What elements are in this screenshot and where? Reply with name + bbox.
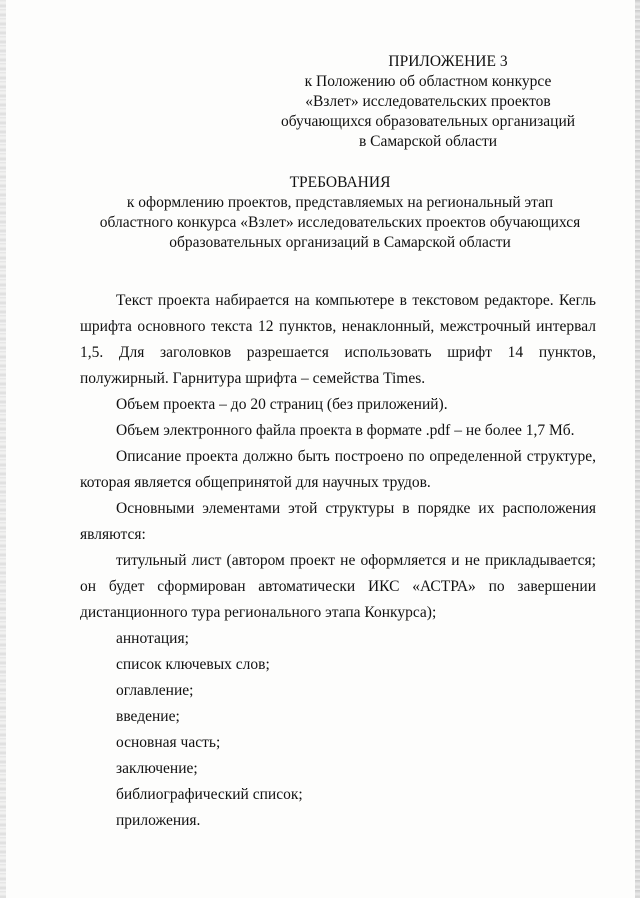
- body-paragraph: Текст проекта набирается на компьютере в текстовом редакторе. Кегль шрифта основного текста 12 пунктов, ненаклонный, межстрочный интервал 1,5. Для заголовков разрешается использовать шрифт 14 пунктов, полужирный. Гарнитура шрифта – семейства Times.: [80, 292, 596, 387]
- requirements-subtitle-line: образовательных организаций в Самарской области: [169, 234, 511, 251]
- structure-list-item: оглавление;: [116, 682, 194, 699]
- requirements-title: ТРЕБОВАНИЯ: [289, 174, 391, 191]
- requirements-subtitle-line: к оформлению проектов, представляемых на региональный этап: [126, 194, 554, 211]
- structure-list-item: приложения.: [116, 812, 201, 829]
- body-paragraph: Объем проекта – до 20 страниц (без приложений).: [116, 396, 448, 413]
- annex-header: [258, 52, 598, 152]
- structure-list-item: аннотация;: [116, 630, 189, 647]
- document-body: [80, 288, 596, 834]
- body-paragraph: Основными элементами этой структуры в порядке их расположения являются:: [80, 500, 596, 543]
- structure-list-item: введение;: [116, 708, 180, 725]
- annex-title: ПРИЛОЖЕНИЕ 3: [388, 53, 508, 70]
- structure-list-item: библиографический список;: [116, 786, 303, 803]
- annex-line: обучающихся образовательных организаций: [280, 113, 576, 130]
- structure-list-item: основная часть;: [116, 734, 221, 751]
- structure-list-item: список ключевых слов;: [116, 656, 270, 673]
- scan-edge-right: [635, 0, 640, 898]
- annex-line: к Положению об областном конкурсе: [304, 73, 552, 90]
- annex-line: в Самарской области: [358, 133, 498, 150]
- scan-edge-left: [0, 0, 6, 898]
- annex-line: «Взлет» исследовательских проектов: [305, 93, 551, 110]
- body-paragraph: Объем электронного файла проекта в формате .pdf – не более 1,7 Мб.: [116, 422, 575, 439]
- structure-list-item: заключение;: [116, 760, 198, 777]
- requirements-subtitle-line: областного конкурса «Взлет» исследовательских проектов обучающихся: [99, 214, 581, 231]
- requirements-heading: [40, 173, 640, 253]
- body-paragraph: Описание проекта должно быть построено по определенной структуре, которая является общепринятой для научных трудов.: [80, 448, 596, 491]
- body-paragraph: титульный лист (автором проект не оформляется и не прикладывается; он будет сформирован автоматически ИКС «АСТРА» по завершении дистанционного тура регионального этапа Конкурса);: [80, 552, 596, 621]
